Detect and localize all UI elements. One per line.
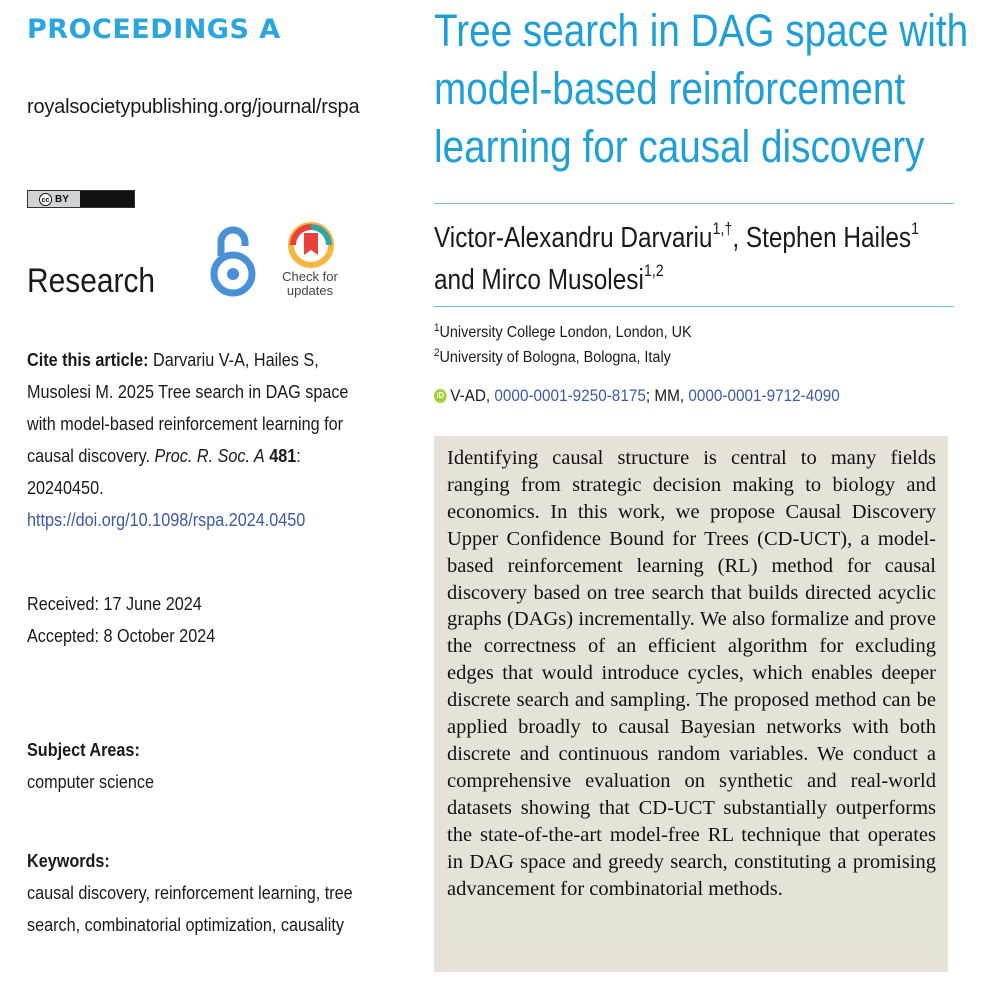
doi-link[interactable]: https://doi.org/10.1098/rspa.2024.0450 (27, 510, 306, 530)
citation-block (27, 344, 369, 536)
journal-name: PROCEEDINGS A (27, 14, 281, 45)
orcid-author-initials: V-AD, (450, 386, 495, 405)
citation-article-number: : 20240450. (27, 446, 301, 498)
subject-areas-label: Subject Areas: (27, 740, 140, 760)
affiliation-item (434, 320, 794, 345)
citation-journal: Proc. R. Soc. A (154, 446, 265, 466)
affiliation-mark: 1 (434, 322, 440, 334)
citation-text: Darvariu V-A, Hailes S, Musolesi M. 2025 Tree search in DAG space with model-based reinforcement learning for causal discovery. (27, 350, 349, 466)
orcid-link[interactable]: 0000-0001-9250-8175 (494, 386, 646, 405)
affiliations (434, 320, 794, 370)
citation-label: Cite this article: (27, 350, 149, 370)
orcid-link[interactable]: 0000-0001-9712-4090 (688, 386, 840, 405)
orcid-line (434, 386, 938, 406)
author-name: Mirco Musolesi (481, 264, 644, 296)
keywords-value: causal discovery, reinforcement learning, tree search, combinatorial optimization, causality (27, 883, 353, 935)
dates-block (27, 588, 369, 652)
orcid-author-initials: MM, (654, 386, 689, 405)
title-divider (434, 203, 954, 204)
check-for-updates-icon[interactable] (287, 221, 335, 269)
abstract-box (434, 436, 948, 972)
cc-by-license-badge[interactable] (27, 190, 135, 208)
affiliation-text: University College London, London, UK (439, 324, 692, 341)
author-affiliation-mark: 1,† (712, 219, 733, 238)
affiliation-text: University of Bologna, Bologna, Italy (439, 349, 671, 366)
received-date: Received: 17 June 2024 (27, 594, 202, 614)
author-name: Stephen Hailes (745, 222, 912, 254)
affiliation-mark: 2 (434, 347, 440, 359)
author-affiliation-mark: 1 (911, 219, 920, 238)
affiliation-item (434, 345, 794, 370)
author-separator: , (732, 222, 746, 254)
author-affiliation-mark: 1,2 (643, 261, 664, 280)
creative-commons-icon: cc (39, 193, 52, 206)
author-name: Victor-Alexandru Darvariu (434, 222, 713, 254)
license-badge-label: BY (55, 193, 69, 205)
subject-areas (27, 734, 369, 798)
abstract-text: Identifying causal structure is central to many fields ranging from strategic decision making to biology and economics. In this work, we propose Causal Discovery Upper Confidence Bound for Trees (CD-UCT), a model-based reinforcement learning (RL) method for causal discovery based on tree search that builds directed acyclic graphs (DAGs) incrementally. We also formalize and prove the correctness of an efficient algorithm for excluding edges that would introduce cycles, which enables deeper discrete search and sampling. The proposed method can be applied broadly to causal Bayesian networks with both discrete and continuous random variables. We conduct a comprehensive evaluation on synthetic and real-world datasets showing that CD-UCT substantially outperforms the state-of-the-art model-free RL technique that operates in DAG space and greedy search, constituting a promising advancement for combinatorial methods. (447, 447, 936, 900)
keywords-label: Keywords: (27, 851, 110, 871)
author-list: Victor-Alexandru Darvariu$^{1,\dagger}$, Stephen Hailes$^1$ and Mirco Musolesi$^{1,2}$ (434, 219, 920, 296)
citation-volume: 481 (269, 446, 297, 466)
keywords (27, 845, 369, 941)
section-label: Research (27, 262, 156, 300)
orcid-separator: ; (645, 386, 655, 405)
article-title: Tree search in DAG space with model-based reinforcement learning for causal discovery (434, 5, 969, 172)
check-for-updates-label[interactable]: Check for updates (282, 269, 338, 298)
open-access-icon (208, 222, 258, 298)
journal-url-link[interactable]: royalsocietypublishing.org/journal/rspa (27, 96, 360, 118)
authors-divider (434, 306, 954, 307)
accepted-date: Accepted: 8 October 2024 (27, 626, 216, 646)
orcid-icon: iD (434, 389, 447, 403)
subject-areas-value: computer science (27, 772, 154, 792)
